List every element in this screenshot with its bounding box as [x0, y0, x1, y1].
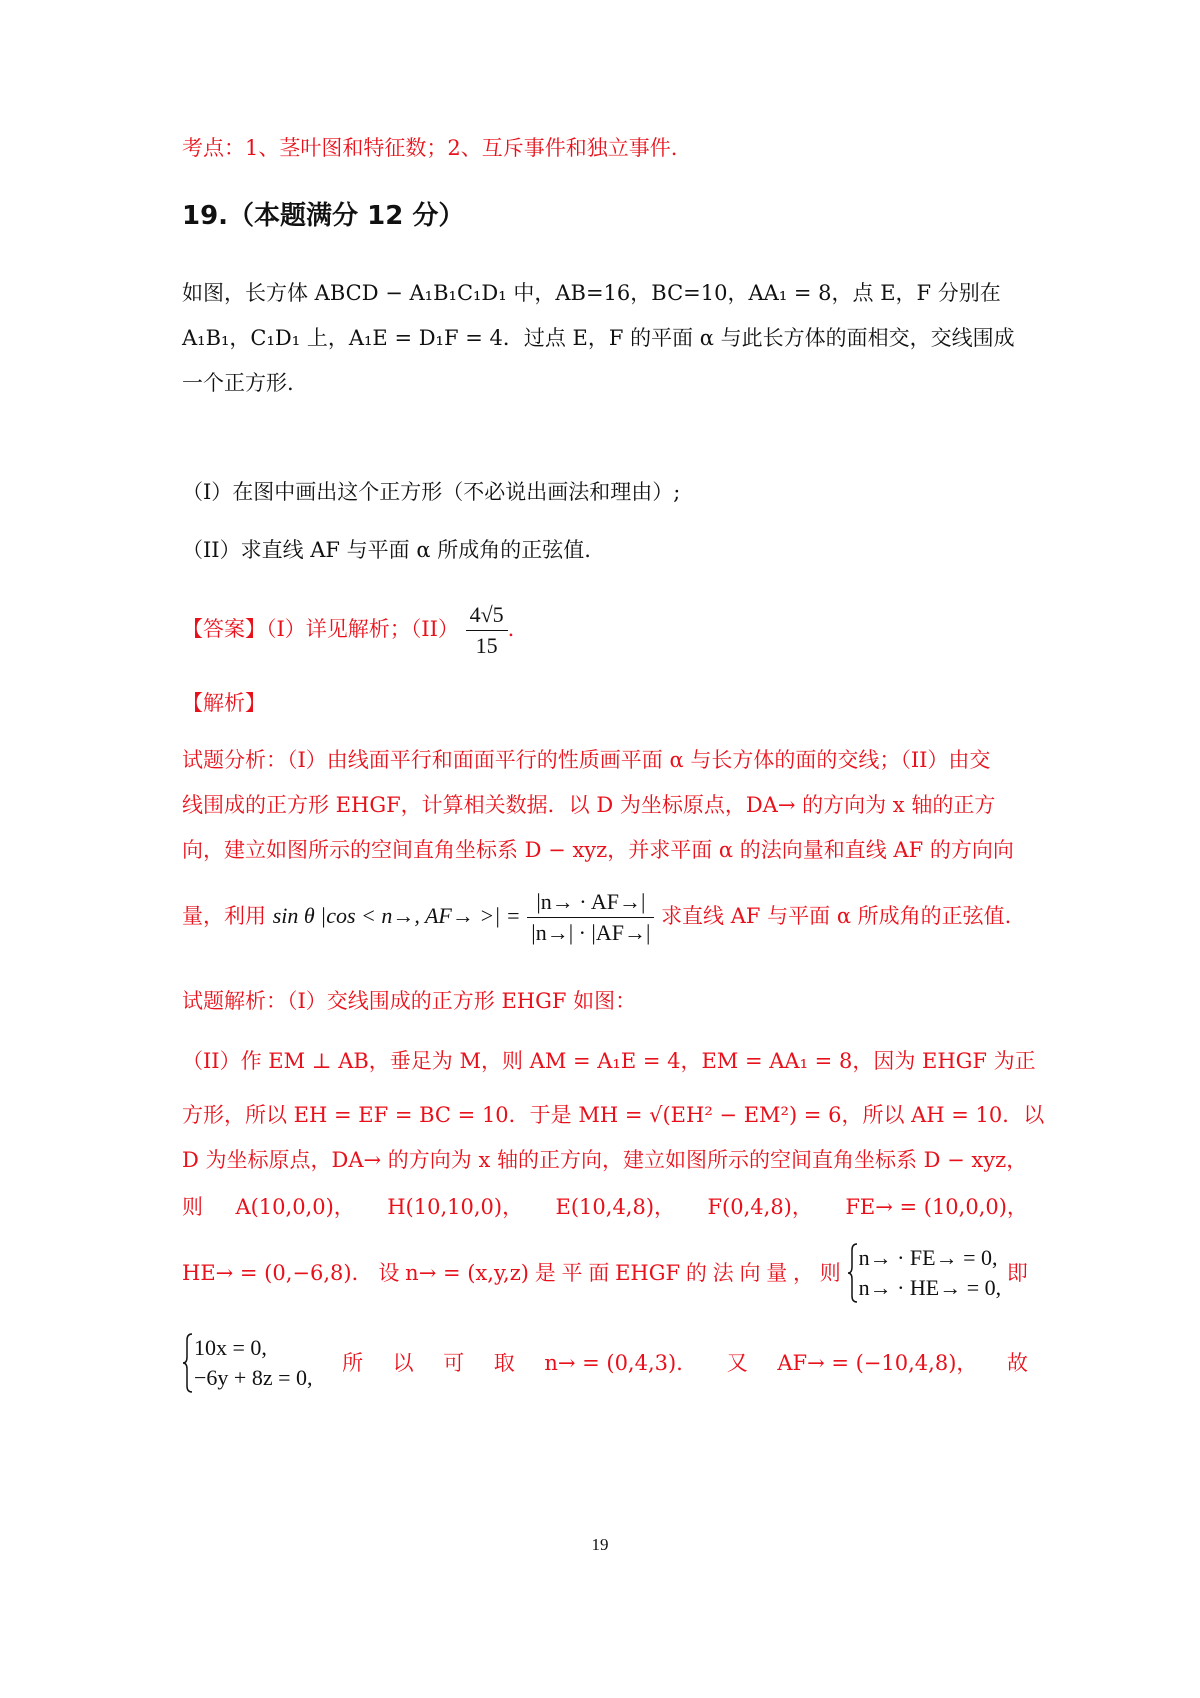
- answer-tail: .: [507, 617, 515, 641]
- equation-row: −6y + 8z = 0,: [194, 1365, 313, 1390]
- s7-token: 又: [726, 1351, 748, 1375]
- solution-line-5: [182, 1192, 1028, 1222]
- s5-token: 则: [182, 1195, 203, 1219]
- solution-line-3: 方形，所以 EH = EF = BC = 10．于是 MH = √(EH² − EM²) = 6，所以 AH = 10．以: [182, 1103, 1045, 1127]
- sin-frac-denominator: |n→| · |AF→|: [531, 920, 651, 945]
- problem-line-2: A₁B₁，C₁D₁ 上，A₁E = D₁F = 4．过点 E，F 的平面 α 与此长方体的面相交，交线围成: [182, 326, 1015, 350]
- s7-token: 取: [493, 1351, 515, 1375]
- normal-vector-value: n→ = (0,4,3)．: [544, 1351, 698, 1375]
- page-number: 19: [591, 1535, 609, 1554]
- solution-line-1: 试题解析：（I）交线围成的正方形 EHGF 如图：: [182, 989, 637, 1013]
- analysis-line-4: [182, 880, 1028, 952]
- s6-token: 法: [712, 1261, 734, 1285]
- equation-system-2: [182, 1332, 313, 1394]
- sin-fraction: [527, 887, 654, 948]
- answer-frac-numerator: 4√5: [466, 600, 508, 631]
- plane-name: EHGF: [615, 1261, 681, 1285]
- solution-line-2: （II）作 EM ⊥ AB，垂足为 M，则 AM = A₁E = 4，EM = AA₁ = 8，因为 EHGF 为正: [182, 1049, 1036, 1073]
- s6-token: 是: [534, 1261, 556, 1285]
- sin-frac-numerator: |n→ · AF→|: [527, 887, 654, 918]
- s6-token: 的: [685, 1261, 707, 1285]
- sin-formula: sin θ |cos < n→, AF→ >| =: [272, 903, 521, 928]
- answer-label: 【答案】: [182, 617, 266, 641]
- answer-line: [182, 597, 1028, 661]
- equation-row: n→ · FE→ = 0,: [858, 1245, 998, 1270]
- solution-line-7: [182, 1330, 1028, 1396]
- s6-token: 平: [561, 1261, 583, 1285]
- s6-token: 则: [819, 1261, 841, 1285]
- solution-line-6: [182, 1240, 1028, 1306]
- answer-text: （I）详见解析；（II）: [266, 617, 459, 641]
- left-brace-icon: [182, 1332, 194, 1394]
- s6-token: 量: [766, 1261, 788, 1285]
- analysis-line4-post: 求直线 AF 与平面 α 所成角的正弦值.: [661, 904, 1012, 928]
- analysis-line-3: 向，建立如图所示的空间直角坐标系 D − xyz，并求平面 α 的法向量和直线 AF 的方向向: [182, 838, 1014, 862]
- question-2: （II）求直线 AF 与平面 α 所成角的正弦值.: [182, 538, 591, 562]
- analysis-line4-pre: 量，利用: [182, 904, 266, 928]
- analysis-line-2: 线围成的正方形 EHGF，计算相关数据．以 D 为坐标原点，DA→ 的方向为 x 轴的正方: [182, 793, 996, 817]
- jiexi-label: 【解析】: [182, 691, 266, 715]
- point-a: A(10,0,0)，: [235, 1195, 355, 1219]
- point-h: H(10,10,0)，: [387, 1195, 524, 1219]
- analysis-line-1: 试题分析：（I）由线面平行和面面平行的性质画平面 α 与长方体的面的交线；（II）由交: [182, 748, 991, 772]
- vector-he: HE→ = (0,−6,8)．: [182, 1261, 373, 1285]
- s6-token: 面: [588, 1261, 610, 1285]
- problem-heading: 19.（本题满分 12 分）: [182, 201, 465, 231]
- problem-line-3: 一个正方形.: [182, 371, 294, 395]
- answer-fraction: [466, 600, 508, 661]
- equation-system-rows: [194, 1333, 313, 1393]
- solution-line-4: D 为坐标原点，DA→ 的方向为 x 轴的正方向，建立如图所示的空间直角坐标系 D − xyz，: [182, 1148, 1028, 1172]
- point-f: F(0,4,8)，: [707, 1195, 813, 1219]
- equation-system-1: [847, 1242, 1002, 1304]
- problem-line-1: 如图，长方体 ABCD − A₁B₁C₁D₁ 中，AB=16，BC=10，AA₁ = 8，点 E，F 分别在: [182, 281, 1001, 305]
- s7-token: 可: [443, 1351, 465, 1375]
- s6-token: 向: [739, 1261, 761, 1285]
- equation-system-rows: [859, 1243, 1002, 1303]
- question-1: （I）在图中画出这个正方形（不必说出画法和理由）;: [182, 480, 681, 504]
- point-e: E(10,4,8)，: [555, 1195, 676, 1219]
- vector-fe: FE→ = (10,0,0)，: [845, 1195, 1028, 1219]
- answer-frac-denominator: 15: [475, 633, 498, 658]
- s6-tail: 即: [1006, 1261, 1028, 1285]
- equation-row: 10x = 0,: [194, 1335, 267, 1360]
- s7-token: 以: [392, 1351, 414, 1375]
- left-brace-icon: [847, 1242, 859, 1304]
- s7-token: 所: [342, 1351, 364, 1375]
- normal-vector: n→ = (x,y,z): [405, 1261, 529, 1285]
- vector-af: AF→ = (−10,4,8)，: [777, 1351, 978, 1375]
- equation-row: n→ · HE→ = 0,: [858, 1275, 1002, 1300]
- s6-token: 设: [378, 1261, 400, 1285]
- s7-token: 故: [1006, 1351, 1028, 1375]
- kaodian-line: 考点：1、茎叶图和特征数；2、互斥事件和独立事件.: [182, 136, 678, 160]
- s6-token: ，: [793, 1261, 814, 1285]
